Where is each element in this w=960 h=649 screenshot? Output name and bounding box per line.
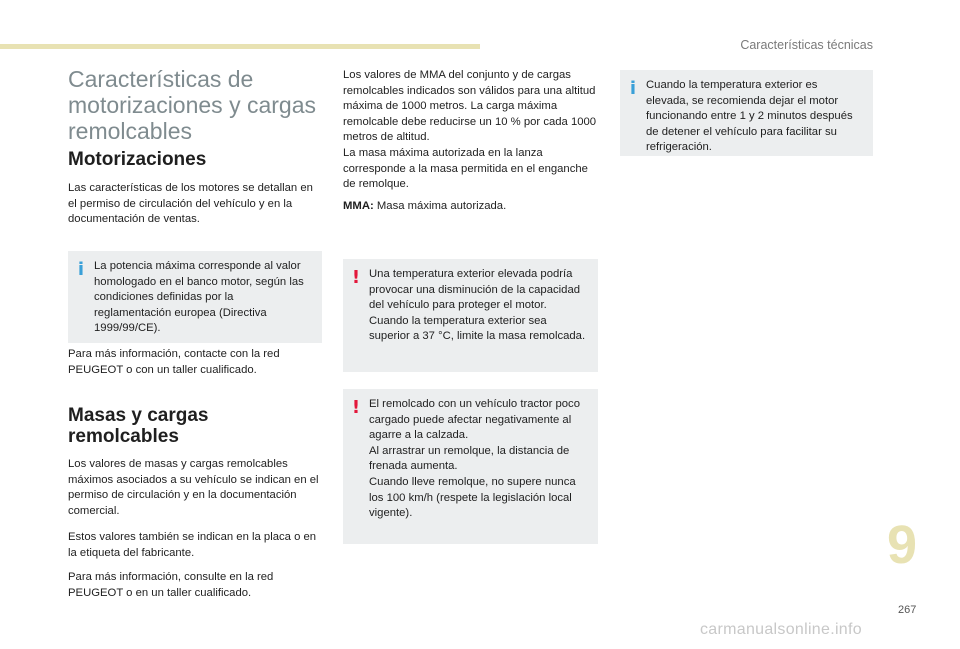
info-icon: i [629,78,637,99]
page-number: 267 [898,604,917,616]
watermark: carmanualsonline.info [700,621,862,638]
warning-box-temperatura [343,259,598,372]
masas-p1: Los valores de masas y cargas remolcables máximos asociados a su vehículo se indican en el permiso de circulación y en la documentación comercial. [68,458,319,517]
mma-def: Masa máxima autorizada. [373,200,507,212]
info-box-text: Cuando la temperatura exterior es elevada, se recomienda dejar el motor funcionando entre 1 y 2 minutos después de detener el vehículo para facilitar su refrigeración. [646,79,853,154]
warning-box-text: Una temperatura exterior elevada podría provocar una disminución de la capacidad del vehículo para proteger el motor. Cuando la temperatura exterior sea superior a 37 °C, limite la masa remolcada. [369,268,586,343]
chapter-number: 9 [887,515,918,575]
masas-p3: Para más información, consulte en la red PEUGEOT o en un taller cualificado. [68,571,274,599]
warning-box-remolcado [343,389,598,544]
info-box-text: La potencia máxima corresponde al valor homologado en el banco motor, según las condiciones definidas por la reglamentación europea (Directiva 1999/99/CE). [94,260,304,335]
page-title: Características de motorizaciones y cargas remolcables [68,66,316,144]
warning-icon: ! [351,267,361,288]
heading-masas: Masas y cargas remolcables [68,405,209,447]
mma-definition [343,199,598,215]
info-box-potencia [68,251,322,343]
header-accent-bar [0,44,480,49]
info-icon: i [77,259,85,280]
motorizaciones-intro: Las características de los motores se detallan en el permiso de circulación del vehículo y en la documentación de ventas. [68,182,313,226]
motorizaciones-contact: Para más información, contacte con la red PEUGEOT o con un taller cualificado. [68,348,280,376]
mma-text: Los valores de MMA del conjunto y de cargas remolcables indicados son válidos para una altitud máxima de 1000 metros. La carga máxima remolcable debe reducirse un 10 % por cada 1000 metros de altitud. La masa máxima autorizada en la lanza corresponde a la masa permitida en el enganche de remolque. [343,69,597,191]
mma-label: MMA: [343,200,374,212]
masas-p2: Estos valores también se indican en la placa o en la etiqueta del fabricante. [68,531,317,559]
heading-motorizaciones: Motorizaciones [68,149,207,170]
warning-box-text: El remolcado con un vehículo tractor poco cargado puede afectar negativamente al agarre a la calzada. Al arrastrar un remolque, la distancia de frenada aumenta. Cuando lleve remolque, no supere nunca los 100 km/h (respete la legislación local vigente). [369,398,580,520]
warning-icon: ! [351,397,361,418]
info-box-refrigeracion [620,70,873,156]
section-title: Características técnicas [740,38,873,52]
